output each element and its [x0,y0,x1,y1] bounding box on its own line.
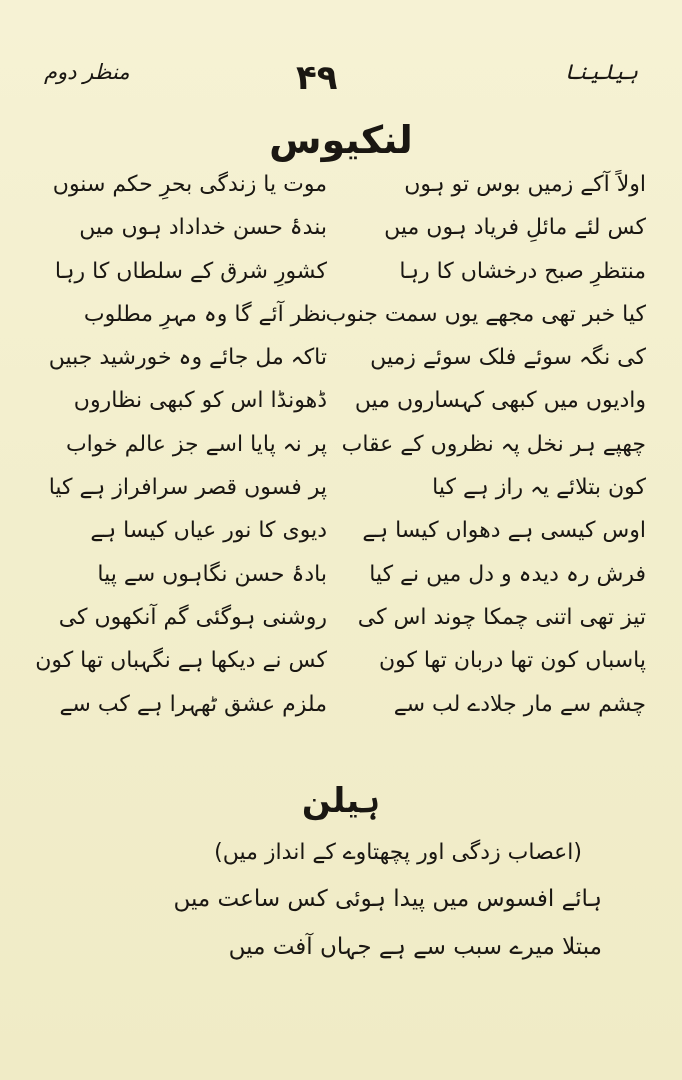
verse-line: کس نے دیکھا ہے نگہباں تھا کون [35,648,327,674]
verse-column-left [35,172,327,735]
verse-line: اوس کیسی ہے دھواں کیسا ہے [362,518,646,544]
speaker-name-helen: ہیلن [301,781,381,821]
verse-line: موت یا زندگی بحرِ حکم سنوں [52,172,327,197]
speaker-name-lynceus: لنکیوس [269,118,413,162]
verse-line: وادیوں میں کبھی کہساروں میں [354,388,646,414]
verse-line: نظر آئے گا وہ مہرِ مطلوب [83,301,327,327]
verse-line: دیوی کا نور عیاں کیسا ہے [90,518,327,544]
verse-line: کس لئے مائلِ فریاد ہوں میں [384,215,646,241]
running-header-title: ہیلینا [564,60,638,84]
verse-line: بندۂ حسن خداداد ہوں میں [79,215,327,241]
verse-line: پر نہ پایا اسے جز عالم خواب [65,431,327,457]
verse-line: چھپے ہر نخل پہ نظروں کے عقاب [341,431,646,457]
verse-lines-helen [173,886,602,982]
page-number: ۴۹ [296,58,338,98]
verse-line: چشم سے مار جلادے لب سے [393,691,646,717]
verse-line: کی نگہ سوئے فلک سوئے زمیں [370,345,646,371]
verse-line: پاسباں کون تھا دربان تھا کون [378,648,646,674]
verse-line: کشورِ شرق کے سلطاں کا رہا [54,258,327,284]
verse-line: تاکہ مل جائے وہ خورشید جبیں [48,345,327,371]
running-header-scene: منظر دوم [44,60,130,84]
verse-line: بادۂ حسن نگاہوں سے پیا [97,561,327,587]
stage-direction: (اعصاب زدگی اور پچھتاوے کے انداز میں) [214,840,582,865]
verse-line: تیز تھی اتنی چمکا چوند اس کی [357,604,646,630]
verse-line: فرش رہ دیدہ و دل میں نے کیا [369,561,646,587]
verse-line: اولاً آکے زمیں بوس تو ہوں [404,172,646,197]
verse-line: منتظرِ صبح درخشاں کا رہا [399,258,646,284]
verse-line: مبتلا میرے سبب سے ہے جہاں آفت میں [228,934,602,960]
verse-line: پر فسوں قصر سرافراز ہے کیا [48,475,327,501]
verse-column-right [325,172,646,735]
verse-line: ڈھونڈا اس کو کبھی نظاروں [73,388,327,414]
verse-line: ملزم عشق ٹھہرا ہے کب سے [59,691,327,717]
verse-line: کون بتلائے یہ راز ہے کیا [432,475,646,501]
verse-line: روشنی ہوگئی گم آنکھوں کی [58,604,327,630]
verse-line: ہائے افسوس میں پیدا ہوئی کس ساعت میں [173,886,602,912]
verse-line: کیا خبر تھی مجھے یوں سمت جنوب [325,301,646,327]
